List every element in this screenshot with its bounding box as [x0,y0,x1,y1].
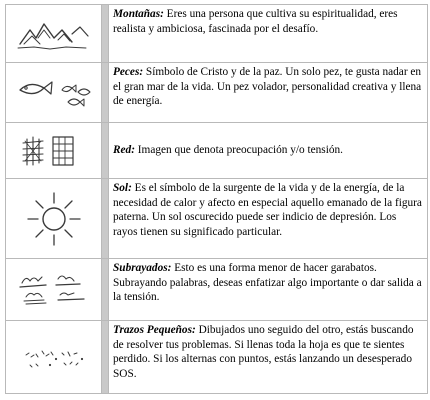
image-cell [6,321,102,393]
table-row [6,63,427,123]
description-text: Eres una persona que cultiva su espiritualidad, eres realista y ambiciosa, fascinada por el desafío. [113,8,398,35]
table-row [6,5,427,63]
term-label: Peces: [113,66,144,78]
sun-icon [24,189,84,249]
table-row [6,321,427,393]
description-text: Dibujados uno seguido del otro, estás buscando de resolver tus problemas. Si llenas toda la hoja es que te sientes perdido. Si los alternas con puntos, estás lanzando un desesperado SOS. [113,324,414,380]
mountains-icon [14,14,94,54]
description-text: Esto es una forma menor de hacer garabatos. Subrayando palabras, deseas enfatizar algo importante o dar salida a la tensión. [113,262,422,304]
separator-cell [102,123,109,178]
image-cell [6,179,102,258]
term-label: Red: [113,144,135,156]
description-text: Símbolo de Cristo y de la paz. Un solo pez, te gusta nadar en el gran mar de la vida. Un pez volador, personalidad creativa y llena de energía. [113,66,422,108]
net-icon [19,131,89,171]
term-label: Subrayados: [113,262,172,274]
separator-cell [102,321,109,393]
image-cell [6,259,102,320]
description-cell [109,321,427,393]
symbols-table [5,4,428,394]
underlines-icon [14,267,94,313]
description-cell [109,63,427,122]
description-text: Imagen que denota preocupación y/o tensión. [134,144,343,156]
description-cell [109,259,427,320]
image-cell [6,123,102,178]
image-cell [6,63,102,122]
table-row [6,179,427,259]
separator-cell [102,63,109,122]
description-text: Es el símbolo de la surgente de la vida y de la energía, de la necesidad de calor y afecto en especial aquello emanado de la figura paterna. Un sol oscurecido puede ser indicio de depresión. Los rayos tienen su significado particular. [113,182,422,238]
term-label: Sol: [113,182,132,194]
table-row [6,259,427,321]
separator-cell [102,5,109,62]
table-row [6,123,427,179]
term-label: Trazos Pequeños: [113,324,196,336]
small-strokes-icon [16,335,92,379]
description-cell [109,5,427,62]
fish-icon [12,70,96,116]
separator-cell [102,259,109,320]
image-cell [6,5,102,62]
separator-cell [102,179,109,258]
term-label: Montañas: [113,8,164,20]
description-cell [109,179,427,258]
description-cell [109,123,427,178]
